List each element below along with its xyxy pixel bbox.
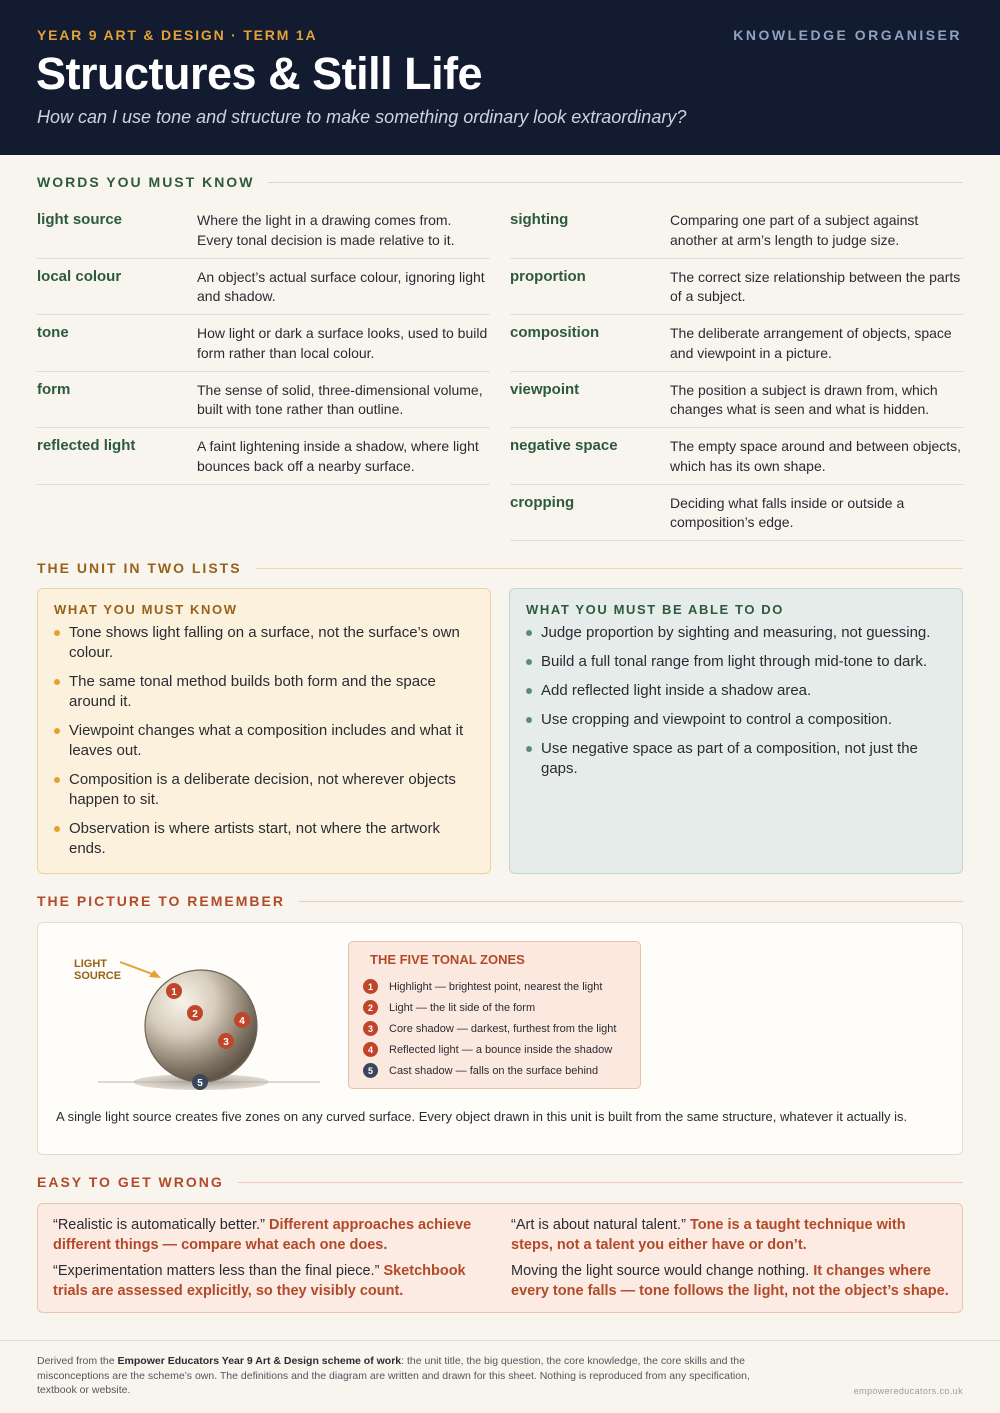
zone-text: Core shadow — darkest, furthest from the light [389,1022,617,1035]
section-heading-picture [37,893,963,909]
zone-item [363,997,640,1018]
list-item: Judge proportion by sighting and measuring, not guessing. [526,623,946,643]
misconception-quote: “Experimentation matters less than the final piece.” [53,1263,380,1279]
glossary-row [37,315,490,372]
glossary-row [510,259,963,316]
glossary-term: composition [510,324,600,341]
section-title: THE UNIT IN TWO LISTS [37,560,242,576]
section-rule [268,182,963,183]
glossary-definition: Deciding what falls inside or outside a composition’s edge. [670,494,905,530]
misconception-fix: Sketchbook trials are assessed explicitly, so they visibly count. [53,1263,466,1299]
diagram-caption: A single light source creates five zones on any curved surface. Every object drawn in this unit is built from the same structure, whatever it actually is. [56,1109,908,1124]
zones-title: THE FIVE TONAL ZONES [370,952,525,967]
misconception-item [53,1216,493,1255]
big-question: How can I use tone and structure to make something ordinary look extraordinary? [37,107,687,127]
glossary-term: light source [37,211,123,228]
zone-number: 5 [363,1063,378,1078]
zone-item [363,1018,640,1039]
glossary-term: local colour [37,267,122,285]
glossary-row [510,428,963,485]
section-rule [238,1182,963,1183]
list-item: Add reflected light inside a shadow area. [526,681,946,701]
section-rule [299,901,963,902]
glossary-term: negative space [510,437,618,454]
light-arrow-line [120,962,155,975]
glossary-row [37,372,490,429]
sheet-label: KNOWLEDGE ORGANISER [733,27,962,43]
section-title: THE PICTURE TO REMEMBER [37,893,285,909]
glossary-row [510,485,963,542]
glossary-definition: The deliberate arrangement of objects, space and viewpoint in a picture. [670,325,952,361]
misconception-item [511,1262,951,1301]
glossary-left-column [37,202,490,485]
list-item: Composition is a deliberate decision, not wherever objects happen to sit. [54,770,474,810]
glossary-row [37,202,490,259]
list-item: Observation is where artists start, not where the artwork ends. [54,819,474,859]
site-url: empowereducators.co.uk [853,1386,963,1396]
course-kicker: YEAR 9 ART & DESIGN · TERM 1A [37,27,318,43]
misconception-fix: Different approaches achieve different things — compare what each one does. [53,1217,472,1253]
tonal-zones-legend [348,941,641,1089]
list-item: Use cropping and viewpoint to control a composition. [526,710,946,730]
zone-number: 3 [363,1021,378,1036]
zone-text: Highlight — brightest point, nearest the light [389,980,603,993]
zone-item [363,1060,640,1081]
misconception-quote: Moving the light source would change nothing. [511,1263,810,1279]
marker-label: 3 [223,1037,229,1048]
marker-label: 4 [239,1016,245,1027]
source-prefix: Derived from the [37,1355,115,1367]
glossary-term: form [37,380,71,398]
glossary-definition: The correct size relationship between the parts of a subject. [670,268,961,304]
zone-item [363,976,640,997]
zone-text: Light — the lit side of the form [389,1001,536,1014]
glossary-row [510,315,963,372]
footer-divider [0,1340,1000,1341]
panel-title: WHAT YOU MUST BE ABLE TO DO [526,602,784,617]
glossary-row [37,428,490,485]
glossary-term: sighting [510,211,569,228]
zone-text: Reflected light — a bounce inside the shadow [389,1043,613,1056]
marker-label: 2 [192,1009,198,1020]
panel-title: WHAT YOU MUST KNOW [54,602,238,617]
section-heading-wrong [37,1174,963,1190]
zone-text: Cast shadow — falls on the surface behind [389,1064,599,1077]
glossary-term: cropping [510,493,575,511]
source-detail: : the unit title, the big question, the core knowledge, the core skills and the misconceptions are the scheme’s own. The definitions and the diagram are written and drawn for this sheet. Nothing is reproduced from any specification, textbook or website. [37,1355,750,1396]
misconception-item [53,1262,493,1301]
misconception-item [511,1216,951,1255]
glossary-definition: A faint lightening inside a shadow, where light bounces back off a nearby surface. [197,438,479,474]
list-item: Viewpoint changes what a composition includes and what it leaves out. [54,721,474,761]
picture-panel [37,922,963,1155]
list-item: Build a full tonal range from light through mid-tone to dark. [526,652,946,672]
glossary-term: reflected light [37,437,136,454]
misconceptions-panel [37,1203,963,1313]
section-title: EASY TO GET WRONG [37,1174,224,1190]
glossary-row [510,372,963,429]
marker-label: 5 [197,1078,203,1089]
glossary-definition: The position a subject is drawn from, which changes what is seen and what is hidden. [670,381,938,417]
marker-label: 1 [171,987,177,998]
zone-number: 1 [363,979,378,994]
list-item: Use negative space as part of a composition, not just the gaps. [526,739,946,779]
light-label-line1: LIGHT [74,958,107,970]
misconception-fix: It changes where every tone falls — tone follows the light, not the object’s shape. [511,1263,949,1299]
section-rule [256,568,963,569]
list-item: The same tonal method builds both form and the space around it. [54,672,474,712]
misconception-quote: “Art is about natural talent.” [511,1217,686,1233]
page-title: Structures & Still Life [36,48,483,99]
glossary-term: tone [37,324,69,341]
tonal-sphere-diagram [74,935,328,1100]
glossary-row [510,202,963,259]
glossary-definition: How light or dark a surface looks, used to build form rather than local colour. [197,325,488,361]
misconception-fix: Tone is a taught technique with steps, not a talent you either have or don’t. [511,1217,906,1253]
section-heading-words [37,174,963,190]
page-header [0,0,1000,155]
must-know-panel [37,588,491,874]
glossary-term: viewpoint [510,380,580,398]
glossary-definition: Comparing one part of a subject against another at arm’s length to judge size. [670,212,919,248]
glossary-term: proportion [510,267,586,285]
zone-number: 4 [363,1042,378,1057]
glossary-right-column [510,202,963,541]
glossary-row [37,259,490,316]
misconception-quote: “Realistic is automatically better.” [53,1217,265,1233]
glossary-definition: The sense of solid, three-dimensional volume, built with tone rather than outline. [197,381,483,417]
list-item: Tone shows light falling on a surface, not the surface’s own colour. [54,623,474,663]
glossary-definition: Where the light in a drawing comes from. Every tonal decision is made relative to it. [197,212,455,248]
section-heading-unit [37,560,963,576]
source-note [37,1354,767,1398]
glossary-definition: The empty space around and between objects, which has its own shape. [670,438,962,474]
glossary-definition: An object’s actual surface colour, ignoring light and shadow. [197,268,485,304]
source-name: Empower Educators Year 9 Art & Design scheme of work [117,1355,402,1367]
zone-number: 2 [363,1000,378,1015]
zone-item [363,1039,640,1060]
must-do-panel [509,588,963,874]
section-title: WORDS YOU MUST KNOW [37,174,255,190]
light-label-line2: SOURCE [74,970,122,982]
